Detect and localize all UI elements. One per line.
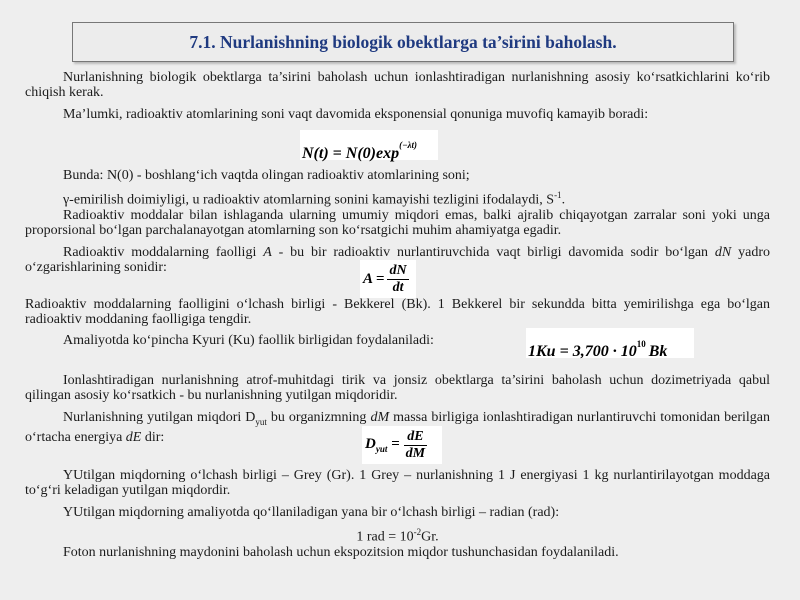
paragraph-becquerel-text: Radioaktiv moddalarning faolligini o‘lchash birligi - Bekkerel (Bk). 1 Bekkerel bir sekundda bitta yemirilishga ega bo‘lgan radioaktiv moddaning faolligiga tengdir. [25, 297, 770, 327]
paragraph-n0-text: Bunda: N(0) - boshlang‘ich vaqtda olingan radioaktiv atomlarining soni; [63, 168, 470, 183]
paragraph-exposure [25, 545, 770, 560]
paragraph-particles [25, 208, 770, 238]
paragraph-rad-text: YUtilgan miqdorning amaliyotda qo‘llaniladigan yana bir o‘lchash birligi – radian (rad): [63, 505, 560, 520]
paragraph-decay-text: Ma’lumki, radioaktiv atomlarining soni vaqt davomida eksponensial qonuniga muvofiq kamayib boradi: [63, 107, 649, 122]
decay-formula: $N(t) = N(0)\exp^{(-\lambda t)}$ [300, 130, 438, 160]
rad-equation: 1 rad = $10^{-2}Gr$. [356, 527, 439, 545]
paragraph-dosimetry [25, 373, 770, 403]
paragraph-grey-text: YUtilgan miqdorning o‘lchash birligi – Grey (Gr). 1 Grey – nurlanishning 1 J energiyasi 1 kg nurlantirilayotgan moddaga to‘g‘ri keladigan yutilgan miqdordir. [25, 468, 770, 498]
paragraph-curie-text: Amaliyotda ko‘pincha Kyuri (Ku) faollik birligidan foydalaniladi: [63, 333, 434, 348]
paragraph-decay [25, 107, 770, 122]
paragraph-intro-text: Nurlanishning biologik obektlarga ta’sirini baholash uchun ionlashtiradigan nurlanishning asosiy ko‘rsatkichlarini ko‘rib chiqish kerak. [25, 70, 770, 100]
paragraph-gamma: γ-emirilish doimiyligi, u radioaktiv atomlarning sonini kamayishi tezligini ifodalaydi, $S^{-1}$. [63, 190, 566, 208]
paragraph-dosimetry-text: Ionlashtiradigan nurlanishning atrof-muhitdagi tirik va jonsiz obektlarga ta’sirini baholash uchun dozimetriyada qabul qilingan asosiy ko‘rsatkich - bu nurlanishning yutilgan miqdoridir. [25, 373, 770, 403]
dose-formula: $D_{yut}$ = $\frac{dE}{dM}$ [362, 426, 442, 464]
title-box [72, 22, 734, 62]
paragraph-grey [25, 468, 770, 498]
paragraph-exposure-text: Foton nurlanishning maydonini baholash uchun ekspozitsion miqdor tushunchasidan foydalaniladi. [63, 545, 619, 560]
paragraph-activity: Radioaktiv moddalarning faolligi A - bu bir radioaktiv nurlantiruvchida vaqt birligi davomida sodir bo‘lgan dN yadro o‘zgarishlarining sonidir: [25, 245, 770, 275]
paragraph-absorbed-dose: Nurlanishning yutilgan miqdori $D_{yut}$ bu organizmning dM massa birligiga ionlashtiradigan nurlantiruvchi tomonidan berilgan o‘rtacha energiya dE dir: [25, 410, 770, 445]
activity-formula: A = $\frac{dN}{dt}$ [360, 260, 416, 298]
paragraph-n0 [25, 168, 770, 183]
paragraph-intro [25, 70, 770, 100]
page-title: 7.1. Nurlanishning biologik obektlarga ta’sirini baholash. [189, 31, 617, 52]
paragraph-rad [25, 505, 770, 520]
curie-formula: $1Ku = 3,700 \cdot 10^{10}$ Bk [526, 328, 694, 358]
paragraph-becquerel [25, 297, 770, 327]
paragraph-particles-text: Radioaktiv moddalar bilan ishlaganda ularning umumiy miqdori emas, balki ajralib chiqayotgan zarralar soni yoki unga proporsional bo‘lgan parchalanayotgan atomlarning son ko‘rsatgichi muhim ahamiyatga egadir. [25, 208, 770, 238]
